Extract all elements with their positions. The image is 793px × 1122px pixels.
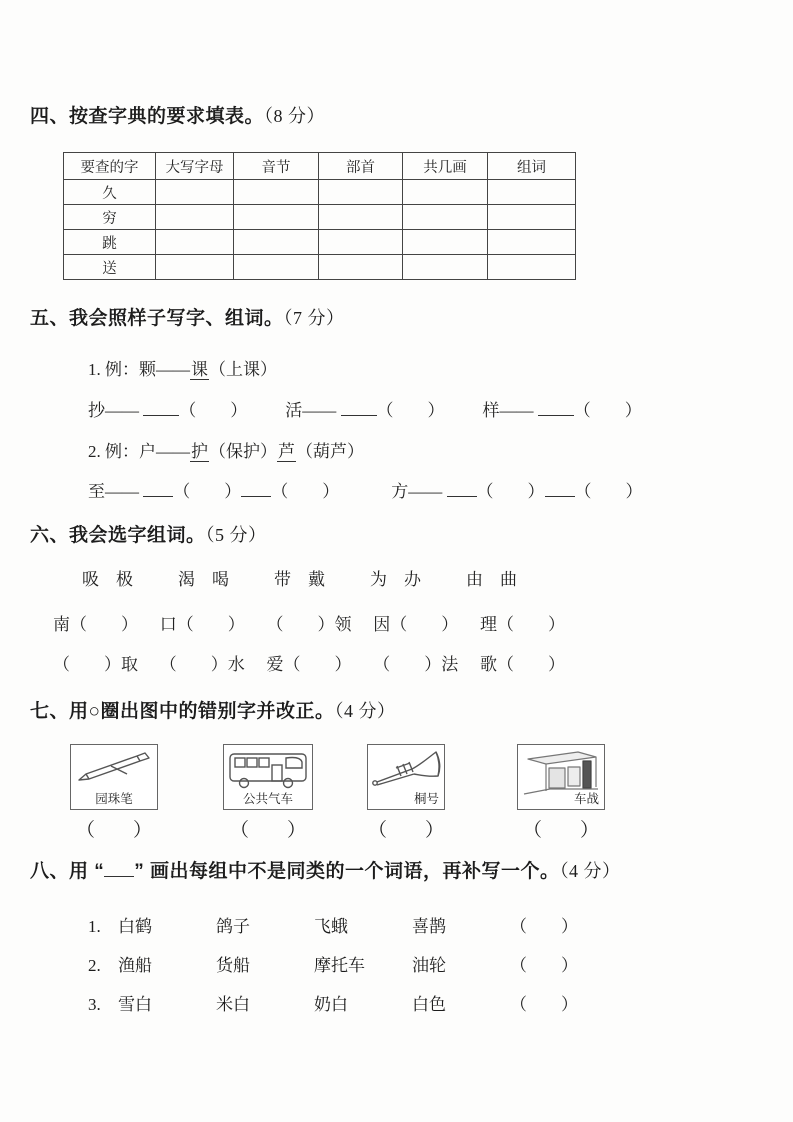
lookup-char: 穷 <box>64 205 156 230</box>
section6-title <box>30 520 267 547</box>
word-group <box>391 477 642 502</box>
answer-paren: （ ） <box>376 401 445 420</box>
base-char: 活—— <box>285 401 337 420</box>
answer-blank <box>447 479 477 497</box>
row-number: 1. <box>88 917 101 936</box>
empty-cell <box>319 230 403 255</box>
table-header-cell: 大写字母 <box>156 153 234 180</box>
picture-label: 园珠笔 <box>95 792 133 806</box>
section7-title <box>30 696 395 723</box>
answer-paren: （ ） <box>179 401 248 420</box>
word: 渔船 <box>118 956 152 975</box>
title-blank <box>104 857 134 877</box>
word: 摩托车 <box>314 956 365 975</box>
correction-paren: （ ） <box>229 820 306 841</box>
row-number: 2. <box>88 956 101 975</box>
section7-title-text: 七、用○圈出图中的错别字并改正。 <box>30 701 335 722</box>
word-group <box>88 396 247 421</box>
picture-box-bus <box>223 744 313 810</box>
char-pair: 为 办 <box>370 570 421 589</box>
empty-cell <box>319 180 403 205</box>
lookup-char: 跳 <box>64 230 156 255</box>
empty-cell <box>403 230 488 255</box>
empty-cell <box>234 205 319 230</box>
odd-one-out-row <box>88 912 578 937</box>
char-pair: 吸 极 <box>82 570 133 589</box>
table-row <box>64 255 576 280</box>
example-line-1 <box>88 355 277 380</box>
empty-cell <box>319 255 403 280</box>
table-row <box>64 230 576 255</box>
answer-paren: （ ） <box>510 956 578 975</box>
empty-cell <box>156 205 234 230</box>
section5-title-text: 五、我会照样子写字、组词。 <box>30 308 284 329</box>
correction-paren: （ ） <box>522 820 599 841</box>
picture-label: 公共气车 <box>242 792 293 806</box>
table-header-row <box>64 153 576 180</box>
section5-points: （7 分） <box>283 308 345 328</box>
table-header-cell: 共几画 <box>403 153 488 180</box>
empty-cell <box>156 255 234 280</box>
word: 奶白 <box>314 995 348 1014</box>
fill-item: （ ）法 <box>373 655 459 674</box>
word-group <box>483 396 642 421</box>
answer-blank <box>538 398 574 416</box>
word: 油轮 <box>412 956 446 975</box>
table-header-cell: 音节 <box>234 153 319 180</box>
empty-cell <box>156 230 234 255</box>
example2-word2: （葫芦） <box>296 442 364 461</box>
fill-item: （ ）水 <box>159 655 245 674</box>
table-header-cell: 组词 <box>488 153 576 180</box>
answer-paren: （ ） <box>173 482 242 501</box>
fill-row-2 <box>53 650 565 675</box>
empty-cell <box>488 230 576 255</box>
choice-char-row <box>82 565 517 590</box>
pen-icon <box>73 747 155 791</box>
section6-points: （5 分） <box>205 525 267 545</box>
section4-title <box>30 101 325 128</box>
bus-icon <box>226 747 310 791</box>
dictionary-table <box>63 152 576 280</box>
base-char: 方—— <box>391 482 443 501</box>
section8-title <box>30 856 621 883</box>
odd-one-out-row <box>88 990 578 1015</box>
word: 喜鹊 <box>412 917 446 936</box>
fill-item: （ ）取 <box>53 655 138 674</box>
example2-lead: 2. 例：户—— <box>88 442 190 461</box>
word: 飞蛾 <box>314 917 348 936</box>
answer-blank <box>545 479 575 497</box>
fill-item: 南（ ） <box>53 615 138 634</box>
fill-row-1 <box>53 610 565 635</box>
empty-cell <box>488 180 576 205</box>
picture-label: 桐号 <box>413 792 439 806</box>
char-pair: 渴 喝 <box>178 570 229 589</box>
example1-lead: 1. 例：颗—— <box>88 360 190 379</box>
table-row <box>64 205 576 230</box>
word: 米白 <box>216 995 250 1014</box>
exercise-row-1 <box>88 396 642 421</box>
word: 白色 <box>412 995 446 1014</box>
empty-cell <box>319 205 403 230</box>
empty-cell <box>403 180 488 205</box>
example2-answer-char1: 护 <box>191 442 208 461</box>
empty-cell <box>234 230 319 255</box>
empty-cell <box>403 205 488 230</box>
table-header-cell: 要查的字 <box>64 153 156 180</box>
section4-points: （8 分） <box>264 106 326 126</box>
trumpet-icon <box>370 747 442 795</box>
fill-item: 歌（ ） <box>480 655 565 674</box>
lookup-char: 送 <box>64 255 156 280</box>
word: 货船 <box>216 956 250 975</box>
exercise-row-2 <box>88 477 643 502</box>
example-line-2 <box>88 437 364 462</box>
answer-paren: （ ） <box>271 482 340 501</box>
char-pair: 由 曲 <box>466 570 517 589</box>
example2-answer-char2: 芦 <box>278 442 295 461</box>
answer-paren: （ ） <box>574 482 643 501</box>
base-char: 抄—— <box>88 401 139 420</box>
empty-cell <box>234 180 319 205</box>
base-char: 至—— <box>88 482 139 501</box>
section6-title-text: 六、我会选字组词。 <box>30 525 206 546</box>
word: 白鹤 <box>118 917 152 936</box>
picture-box-bus-stop <box>517 744 605 810</box>
fill-item: 理（ ） <box>480 615 565 634</box>
row-number: 3. <box>88 995 101 1014</box>
correction-paren: （ ） <box>367 820 444 841</box>
word-group <box>88 477 339 502</box>
answer-blank <box>341 398 377 416</box>
char-pair: 带 戴 <box>274 570 325 589</box>
word: 雪白 <box>118 995 152 1014</box>
table-row <box>64 180 576 205</box>
section8-title-suffix: ” 画出每组中不是同类的一个词语，再补写一个。 <box>134 861 560 882</box>
empty-cell <box>234 255 319 280</box>
empty-cell <box>488 255 576 280</box>
fill-item: 爱（ ） <box>266 655 352 674</box>
picture-box-trumpet <box>367 744 445 810</box>
answer-paren: （ ） <box>573 401 642 420</box>
answer-paren: （ ） <box>476 482 545 501</box>
fill-item: 口（ ） <box>159 615 245 634</box>
odd-one-out-row <box>88 951 578 976</box>
table-header-cell: 部首 <box>319 153 403 180</box>
picture-label: 车战 <box>573 792 599 806</box>
section4-title-text: 四、按查字典的要求填表。 <box>30 106 265 127</box>
answer-blank <box>143 398 179 416</box>
answer-blank <box>241 479 271 497</box>
empty-cell <box>403 255 488 280</box>
correction-paren: （ ） <box>75 820 152 841</box>
example1-word: （上课） <box>209 360 277 379</box>
example2-word1: （保护） <box>209 442 277 461</box>
section8-title-prefix: 八、用 “ <box>30 861 105 882</box>
word-group <box>285 396 444 421</box>
base-char: 样—— <box>482 401 534 420</box>
answer-paren: （ ） <box>510 995 578 1014</box>
picture-box-pen <box>70 744 158 810</box>
example1-answer-char: 课 <box>191 360 208 379</box>
answer-paren: （ ） <box>510 917 578 936</box>
section7-points: （4 分） <box>334 701 396 721</box>
section8-points: （4 分） <box>559 861 621 881</box>
fill-item: 因（ ） <box>373 615 459 634</box>
lookup-char: 久 <box>64 180 156 205</box>
fill-item: （ ）领 <box>266 615 352 634</box>
word: 鸽子 <box>216 917 250 936</box>
empty-cell <box>488 205 576 230</box>
section5-title <box>30 303 345 330</box>
answer-blank <box>143 479 173 497</box>
empty-cell <box>156 180 234 205</box>
